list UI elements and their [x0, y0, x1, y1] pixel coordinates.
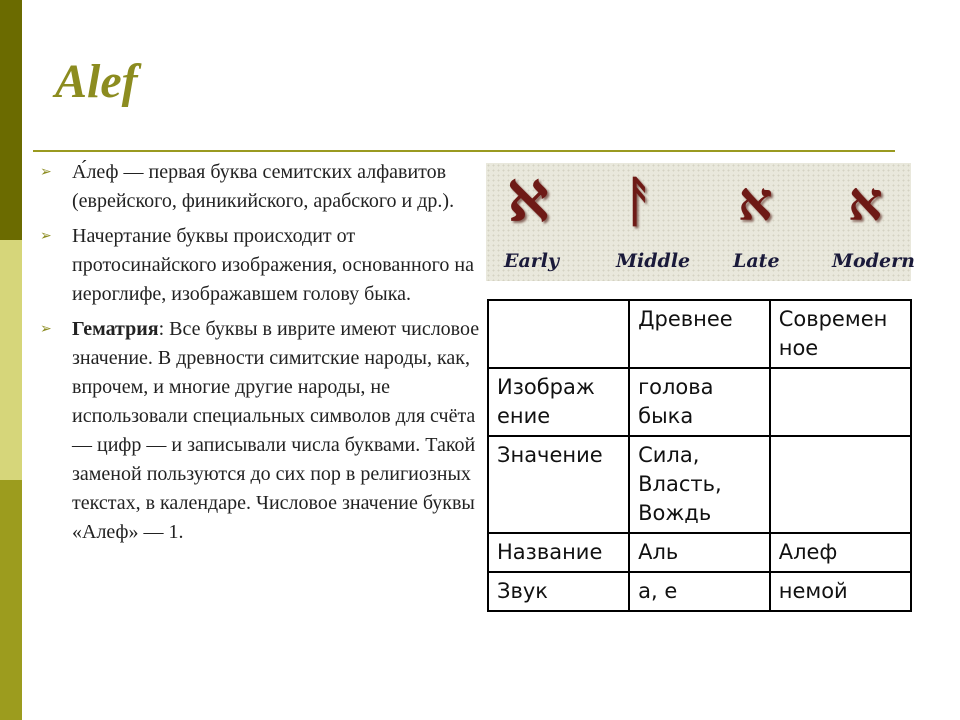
- bullet-arrow-icon: ➢: [40, 164, 52, 180]
- table-row: [488, 368, 911, 436]
- table-row: [488, 572, 911, 611]
- table-cell: Изображ ение: [488, 368, 629, 436]
- late-alef-glyph: א: [738, 169, 773, 233]
- table-cell: голова быка: [629, 368, 770, 436]
- table-cell: немой: [770, 572, 911, 611]
- bullet-arrow-icon: ➢: [40, 228, 52, 244]
- title-divider: [33, 150, 895, 152]
- modern-alef-glyph: א: [848, 169, 883, 233]
- table-cell: Название: [488, 533, 629, 572]
- table-cell: Звук: [488, 572, 629, 611]
- alef-info-table: [487, 299, 912, 612]
- table-row: [488, 533, 911, 572]
- table-cell: Алеф: [770, 533, 911, 572]
- bullet-text: Начертание буквы происходит от протосинайского изображения, основанного на иероглифе, изображавшем голову быка.: [72, 225, 474, 305]
- table-header-row: [488, 300, 911, 368]
- middle-label: Middle: [616, 250, 691, 272]
- bullet-item: [40, 222, 480, 309]
- late-label: Late: [733, 250, 780, 272]
- table-cell: [770, 436, 911, 533]
- side-accent-bar: [0, 0, 22, 720]
- table-cell: Аль: [629, 533, 770, 572]
- bullet-item: [40, 158, 480, 216]
- table-cell: [488, 300, 629, 368]
- bullet-item: [40, 315, 480, 547]
- slide-title: Alef: [55, 55, 138, 108]
- bullet-text: : Все буквы в иврите имеют числовое значение. В древности симитские народы, как, впрочем, и многие другие народы, не использовали специальных символов для счёта — цифр — и записывали числа буквами. Такой заменой пользуются до сих пор в религиозных текстах, в календаре. Числовое значение буквы «Алеф» — 1.: [72, 318, 480, 543]
- alef-evolution-image: [486, 163, 915, 281]
- table-cell: Современ ное: [770, 300, 911, 368]
- bullet-list: [40, 158, 480, 553]
- bullet-text: А́леф — первая буква семитских алфавитов (еврейского, финикийского, арабского и др.).: [72, 161, 455, 212]
- middle-alef-glyph: ᚨ: [623, 169, 656, 233]
- side-bar-segment: [0, 240, 22, 480]
- modern-label: Modern: [832, 250, 915, 272]
- table-row: [488, 436, 911, 533]
- side-bar-segment: [0, 480, 22, 720]
- table-cell: а, е: [629, 572, 770, 611]
- bullet-bold-term: Гематрия: [72, 318, 159, 340]
- table-cell: Древнее: [629, 300, 770, 368]
- table-cell: [770, 368, 911, 436]
- table-cell: Значение: [488, 436, 629, 533]
- bullet-arrow-icon: ➢: [40, 321, 52, 337]
- early-alef-glyph: ℵ: [508, 169, 549, 233]
- table-cell: Сила, Власть, Вождь: [629, 436, 770, 533]
- side-bar-segment: [0, 0, 22, 240]
- early-label: Early: [504, 250, 560, 272]
